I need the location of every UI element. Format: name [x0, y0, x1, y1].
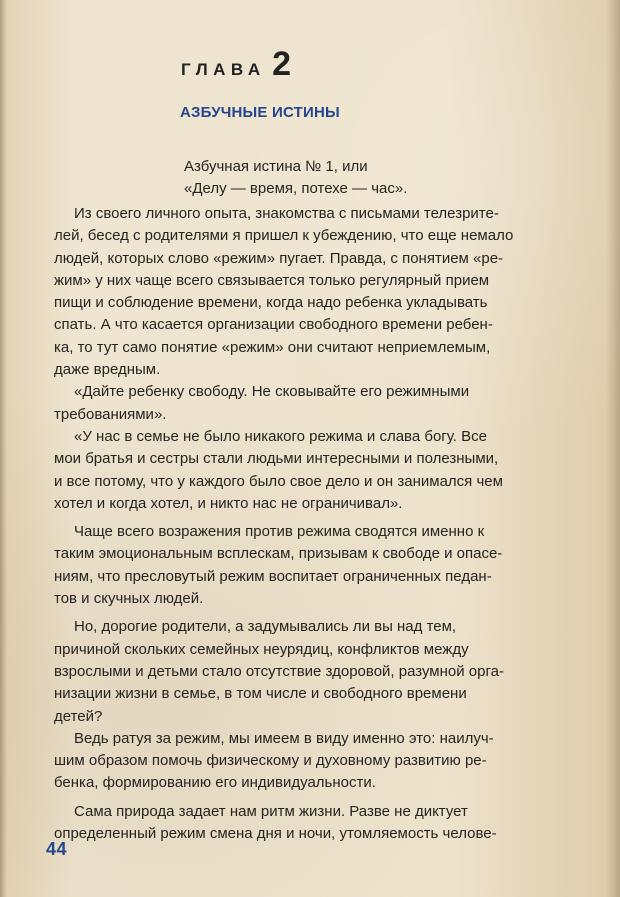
- subtitle: [184, 156, 514, 200]
- text-line: ниям, что пресловутый режим воспитает ограниченных педан-: [54, 567, 492, 585]
- text-line: Из своего личного опыта, знакомства с письмами телезрите-: [74, 205, 499, 222]
- subtitle-line-2: «Делу — время, потехе — час».: [184, 180, 408, 197]
- text-line: Но, дорогие родители, а задумывались ли вы над тем,: [74, 618, 457, 636]
- text-line: тов и скучных людей.: [54, 590, 204, 608]
- body-text: [54, 203, 568, 845]
- text-line: и все потому, что у каждого было свое дело и он занимался чем: [54, 472, 503, 490]
- page-left-shadow: [0, 0, 7, 897]
- page-number: 44: [46, 839, 68, 859]
- text-line: Сама природа задает нам ритм жизни. Разве не диктует: [74, 802, 468, 820]
- text-line: взрослыми и детьми стало отсутствие здоровой, разумной орга-: [54, 662, 504, 680]
- text-line: мои братья и сестры стали людьми интересными и полезными,: [54, 450, 499, 468]
- text-line: требованиями».: [54, 405, 167, 423]
- text-line: причиной скольких семейных неурядиц, конфликтов между: [54, 640, 469, 658]
- text-line: пищи и соблюдение времени, когда надо ребенка укладывать: [54, 294, 488, 312]
- text-line: детей?: [54, 707, 103, 725]
- text-line: Чаще всего возражения против режима сводятся именно к: [74, 523, 485, 541]
- text-line: бенка, формированию его индивидуальности.: [54, 774, 376, 792]
- chapter-number: 2: [272, 45, 292, 83]
- text-line: хотел и когда хотел, и никто нас не ограничивал».: [54, 494, 403, 512]
- text-line: определенный режим смена дня и ночи, утомляемость челове-: [54, 825, 497, 843]
- text-line: спать. А что касается организации свободного времени ребен-: [54, 316, 493, 334]
- page-right-shadow: [606, 0, 620, 897]
- text-line: ка, то тут само понятие «режим» они считают неприемлемым,: [54, 338, 491, 356]
- text-line: низации жизни в семье, в том числе и свободного времени: [54, 685, 467, 703]
- text-line: жим» у них чаще всего связывается только регулярный прием: [54, 271, 490, 289]
- text-line: шим образом помочь физическому и духовному развитию ре-: [54, 752, 487, 770]
- chapter-heading: [181, 45, 292, 89]
- section-title: АЗБУЧНЫЕ ИСТИНЫ: [180, 104, 340, 121]
- chapter-label: ГЛАВА: [181, 60, 266, 79]
- text-line: «У нас в семье не было никакого режима и слава богу. Все: [74, 427, 487, 445]
- text-line: Ведь ратуя за режим, мы имеем в виду именно это: наилуч-: [74, 729, 494, 747]
- text-line: «Дайте ребенку свободу. Не сковывайте его режимными: [74, 383, 470, 401]
- text-line: даже вредным.: [54, 361, 161, 379]
- subtitle-line-1: Азбучная истина № 1, или: [184, 158, 368, 175]
- text-line: таким эмоциональным всплескам, призывам к свободе и опасе-: [54, 545, 503, 563]
- text-line: людей, которых слово «режим» пугает. Правда, с понятием «ре-: [54, 249, 504, 267]
- text-line: лей, бесед с родителями я пришел к убеждению, что еще немало: [54, 227, 514, 245]
